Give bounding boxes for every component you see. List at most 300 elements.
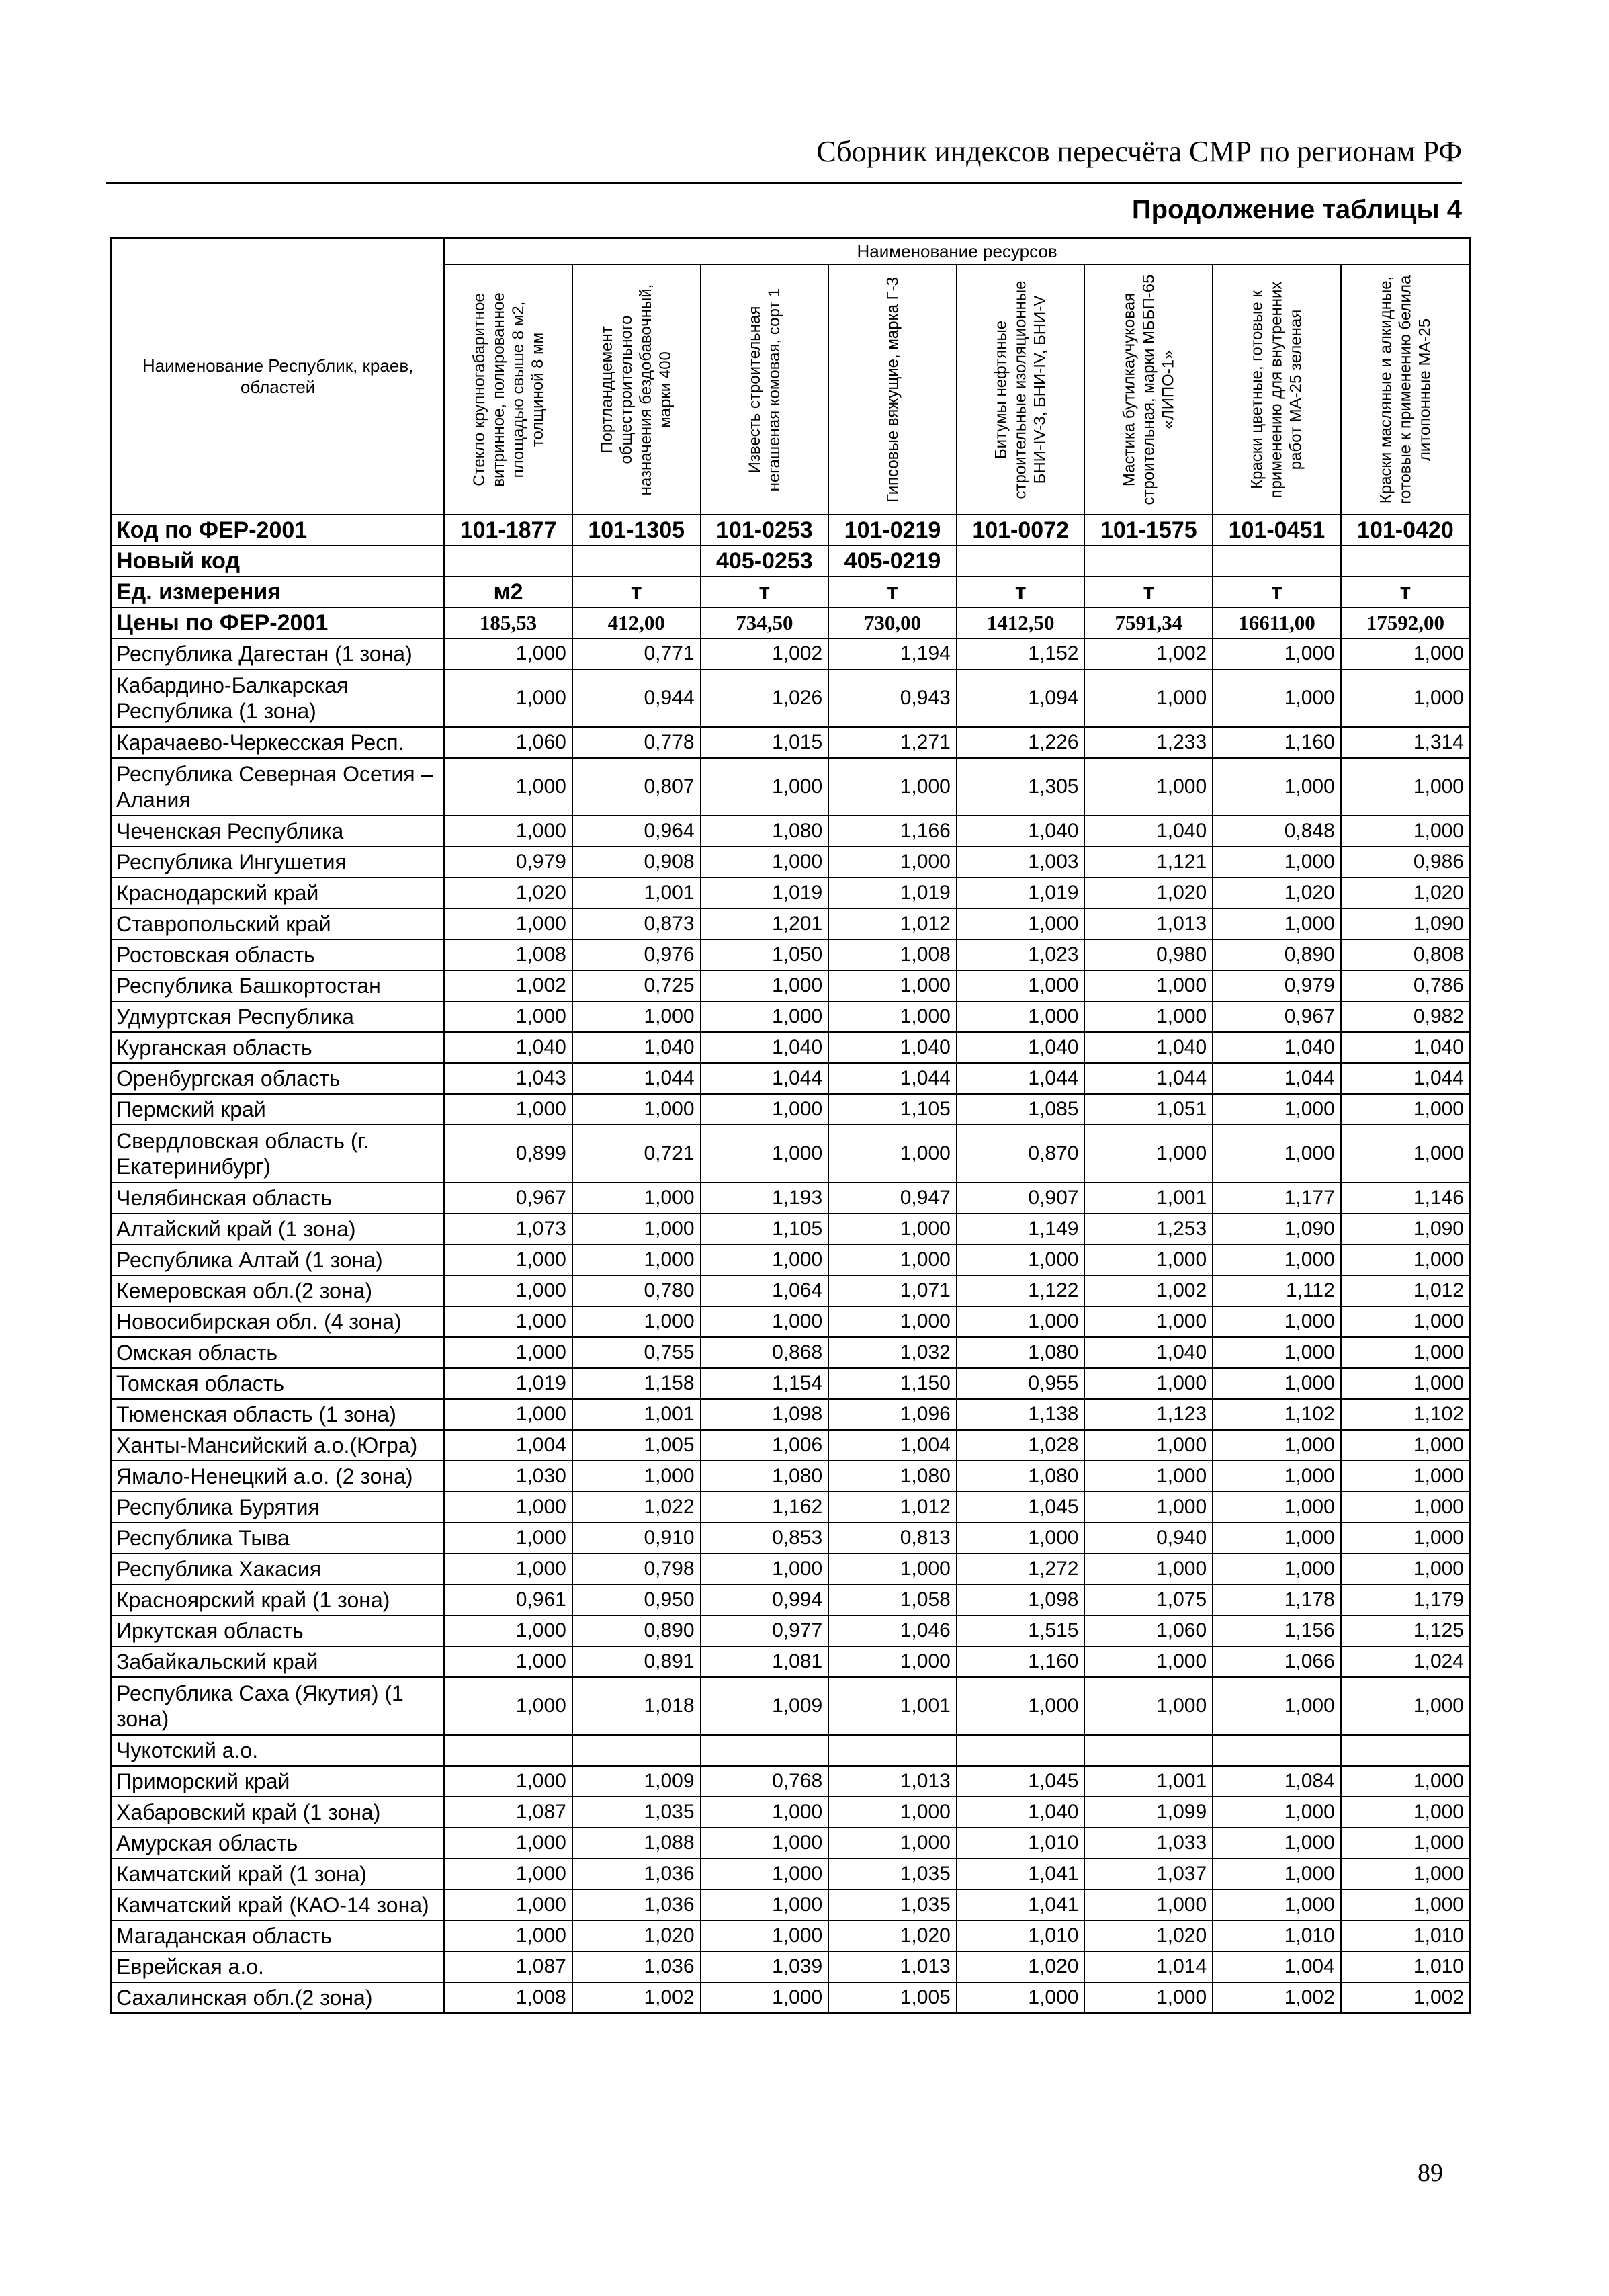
index-value-cell: 0,950 [572, 1584, 701, 1615]
index-value-cell: 1,000 [957, 970, 1085, 1001]
index-value-cell: 0,940 [1084, 1523, 1213, 1554]
index-value-cell: 1,158 [572, 1368, 701, 1399]
index-value-cell: 1,000 [444, 1244, 572, 1275]
table-row [112, 727, 1471, 758]
index-value-cell: 1,000 [957, 1306, 1085, 1337]
index-value-cell: 1,018 [572, 1677, 701, 1735]
fer-code-row-cell: 101-0451 [1213, 515, 1341, 546]
index-value-cell: 1,000 [1084, 1492, 1213, 1523]
index-value-cell: 0,947 [828, 1183, 957, 1214]
regional-index-table [110, 237, 1471, 2014]
index-value-cell: 1,314 [1341, 727, 1471, 758]
index-value-cell: 1,000 [444, 758, 572, 816]
index-value-cell: 1,000 [1213, 1430, 1341, 1461]
index-value-cell: 1,000 [1084, 1368, 1213, 1399]
region-name-cell: Ростовская область [112, 939, 445, 970]
index-value-cell: 1,041 [957, 1859, 1085, 1889]
table-row [112, 908, 1471, 939]
table-row [112, 816, 1471, 847]
index-value-cell: 1,000 [957, 1001, 1085, 1032]
index-value-cell: 0,943 [828, 669, 957, 727]
index-value-cell: 1,066 [1213, 1646, 1341, 1677]
index-value-cell: 1,226 [957, 727, 1085, 758]
index-value-cell [957, 1735, 1085, 1766]
index-value-cell: 1,000 [1084, 1677, 1213, 1735]
resource-column-header [1341, 265, 1471, 515]
index-value-cell: 1,233 [1084, 727, 1213, 758]
index-value-cell: 1,000 [701, 1244, 829, 1275]
header-rule [106, 182, 1462, 184]
table-row [112, 1492, 1471, 1523]
region-name-cell: Иркутская область [112, 1615, 445, 1646]
index-value-cell: 0,899 [444, 1125, 572, 1183]
index-value-cell: 1,000 [701, 1001, 829, 1032]
price-row [112, 607, 1471, 638]
index-value-cell: 1,020 [1341, 878, 1471, 908]
index-value-cell: 1,080 [957, 1337, 1085, 1368]
index-value-cell: 1,013 [828, 1766, 957, 1797]
index-value-cell: 1,000 [1213, 638, 1341, 669]
region-name-cell: Камчатский край (КАО-14 зона) [112, 1889, 445, 1920]
index-value-cell: 1,000 [444, 1306, 572, 1337]
index-value-cell: 1,023 [957, 939, 1085, 970]
index-value-cell: 0,967 [444, 1183, 572, 1214]
index-value-cell: 1,044 [828, 1063, 957, 1094]
index-value-cell: 1,085 [957, 1094, 1085, 1125]
resource-column-header [444, 265, 572, 515]
index-value-cell: 1,005 [572, 1430, 701, 1461]
index-value-cell [1213, 1735, 1341, 1766]
index-value-cell: 1,000 [444, 1646, 572, 1677]
index-value-cell: 1,001 [828, 1677, 957, 1735]
index-value-cell: 1,004 [1213, 1951, 1341, 1982]
index-value-cell: 1,000 [957, 1677, 1085, 1735]
index-value-cell: 1,000 [1341, 1554, 1471, 1584]
index-value-cell: 1,105 [701, 1214, 829, 1244]
index-value-cell: 1,000 [1341, 638, 1471, 669]
table-row [112, 1244, 1471, 1275]
unit-row-cell: т [1084, 577, 1213, 607]
index-value-cell: 1,000 [1341, 1094, 1471, 1125]
table-row [112, 1125, 1471, 1183]
index-value-cell: 1,149 [957, 1214, 1085, 1244]
index-value-cell: 1,000 [444, 1920, 572, 1951]
index-value-cell: 1,075 [1084, 1584, 1213, 1615]
region-name-cell: Камчатский край (1 зона) [112, 1859, 445, 1889]
region-name-cell: Красноярский край (1 зона) [112, 1584, 445, 1615]
index-value-cell: 1,012 [828, 908, 957, 939]
index-value-cell: 1,098 [957, 1584, 1085, 1615]
table-row [112, 970, 1471, 1001]
region-name-cell: Карачаево-Черкесская Респ. [112, 727, 445, 758]
index-value-cell: 1,000 [1213, 1244, 1341, 1275]
region-name-cell: Забайкальский край [112, 1646, 445, 1677]
index-value-cell: 1,090 [1213, 1214, 1341, 1244]
index-value-cell: 0,944 [572, 669, 701, 727]
index-value-cell: 1,045 [957, 1766, 1085, 1797]
unit-row-cell: т [1341, 577, 1471, 607]
index-value-cell: 1,010 [1341, 1920, 1471, 1951]
index-value-cell: 1,046 [828, 1615, 957, 1646]
price-row-cell: 412,00 [572, 607, 701, 638]
index-value-cell: 1,044 [1213, 1063, 1341, 1094]
index-value-cell: 1,000 [701, 1797, 829, 1828]
index-value-cell: 1,000 [957, 1982, 1085, 2014]
fer-code-row-cell: 101-0420 [1341, 515, 1471, 546]
index-value-cell: 1,020 [1084, 1920, 1213, 1951]
index-value-cell: 1,272 [957, 1554, 1085, 1584]
new-code-row-cell [1341, 546, 1471, 577]
index-value-cell: 1,000 [957, 908, 1085, 939]
table-row [112, 1306, 1471, 1337]
index-value-cell: 1,000 [444, 1399, 572, 1430]
unit-row-cell: м2 [444, 577, 572, 607]
index-value-cell: 1,000 [828, 1001, 957, 1032]
index-value-cell: 1,000 [444, 638, 572, 669]
region-name-cell: Республика Ингушетия [112, 847, 445, 878]
index-value-cell: 1,000 [828, 970, 957, 1001]
index-value-cell: 1,000 [1341, 1430, 1471, 1461]
index-value-cell: 1,040 [957, 1032, 1085, 1063]
resource-column-label: Краски цветные, готовые к применению для внутренних работ МА-25 зеленая [1248, 281, 1305, 499]
table-row [112, 1461, 1471, 1492]
index-value-cell: 1,001 [572, 1399, 701, 1430]
index-value-cell: 1,036 [572, 1951, 701, 1982]
index-value-cell: 1,000 [1084, 1889, 1213, 1920]
index-value-cell: 0,786 [1341, 970, 1471, 1001]
index-value-cell: 1,040 [1213, 1032, 1341, 1063]
index-value-cell: 1,000 [1213, 1889, 1341, 1920]
region-name-cell: Пермский край [112, 1094, 445, 1125]
index-value-cell: 0,979 [1213, 970, 1341, 1001]
index-value-cell: 1,000 [444, 1337, 572, 1368]
index-value-cell: 1,000 [828, 1797, 957, 1828]
index-value-cell: 1,000 [828, 847, 957, 878]
index-value-cell: 1,000 [701, 1889, 829, 1920]
index-value-cell: 1,030 [444, 1461, 572, 1492]
index-value-cell [828, 1735, 957, 1766]
index-value-cell: 1,010 [957, 1920, 1085, 1951]
index-value-cell: 1,080 [957, 1461, 1085, 1492]
index-value-cell: 1,000 [1213, 1337, 1341, 1368]
index-value-cell: 1,000 [1341, 1859, 1471, 1889]
unit-row-cell: т [828, 577, 957, 607]
index-value-cell: 1,000 [1084, 1430, 1213, 1461]
table-row [112, 1828, 1471, 1859]
index-value-cell: 1,022 [572, 1492, 701, 1523]
index-value-cell: 0,986 [1341, 847, 1471, 878]
index-value-cell: 1,154 [701, 1368, 829, 1399]
index-value-cell: 1,000 [444, 908, 572, 939]
index-value-cell: 1,044 [701, 1063, 829, 1094]
index-value-cell: 1,000 [1341, 1461, 1471, 1492]
index-value-cell: 1,008 [444, 939, 572, 970]
table-row [112, 1399, 1471, 1430]
index-value-cell: 0,721 [572, 1125, 701, 1183]
fer-code-row-cell: 101-1877 [444, 515, 572, 546]
price-row-cell: 7591,34 [1084, 607, 1213, 638]
index-value-cell: 1,305 [957, 758, 1085, 816]
index-value-cell: 0,994 [701, 1584, 829, 1615]
index-value-cell: 1,098 [701, 1399, 829, 1430]
unit-row-cell: т [957, 577, 1085, 607]
resource-column-header [701, 265, 829, 515]
index-value-cell: 1,058 [828, 1584, 957, 1615]
region-name-cell: Челябинская область [112, 1183, 445, 1214]
index-value-cell: 1,000 [1213, 1125, 1341, 1183]
index-value-cell: 1,004 [828, 1430, 957, 1461]
region-name-cell: Приморский край [112, 1766, 445, 1797]
index-value-cell: 1,000 [1213, 1828, 1341, 1859]
table-row [112, 1889, 1471, 1920]
index-value-cell: 1,000 [1341, 1889, 1471, 1920]
index-value-cell: 1,000 [701, 1554, 829, 1584]
index-value-cell: 1,000 [828, 1306, 957, 1337]
region-name-cell: Томская область [112, 1368, 445, 1399]
index-value-cell: 1,000 [1213, 1492, 1341, 1523]
index-value-cell: 1,012 [1341, 1275, 1471, 1306]
region-name-cell: Чеченская Республика [112, 816, 445, 847]
index-value-cell: 1,000 [1341, 1125, 1471, 1183]
index-value-cell: 1,000 [1213, 1094, 1341, 1125]
index-value-cell: 1,024 [1341, 1646, 1471, 1677]
index-value-cell: 1,000 [1084, 1646, 1213, 1677]
fer-code-row-cell: 101-0219 [828, 515, 957, 546]
price-row-cell: 734,50 [701, 607, 829, 638]
resource-column-label: Портландцемент общестроительного назначения бездобавочный, марки 400 [598, 284, 675, 496]
index-value-cell: 0,908 [572, 847, 701, 878]
index-value-cell: 1,000 [1213, 1797, 1341, 1828]
resource-column-header [828, 265, 957, 515]
index-value-cell: 1,150 [828, 1368, 957, 1399]
unit-row-cell: т [1213, 577, 1341, 607]
table-row [112, 1214, 1471, 1244]
index-value-cell [701, 1735, 829, 1766]
region-name-cell: Омская область [112, 1337, 445, 1368]
index-value-cell: 1,000 [572, 1461, 701, 1492]
index-value-cell: 0,955 [957, 1368, 1085, 1399]
table-continuation-caption: Продолжение таблицы 4 [1131, 195, 1462, 224]
index-value-cell: 1,040 [1341, 1032, 1471, 1063]
index-value-cell: 1,080 [828, 1461, 957, 1492]
index-value-cell: 1,033 [1084, 1828, 1213, 1859]
index-value-cell: 1,000 [572, 1244, 701, 1275]
index-value-cell: 0,848 [1213, 816, 1341, 847]
index-value-cell: 1,002 [444, 970, 572, 1001]
table-row [112, 878, 1471, 908]
index-value-cell: 1,087 [444, 1797, 572, 1828]
index-value-cell: 1,003 [957, 847, 1085, 878]
index-value-cell: 1,160 [957, 1646, 1085, 1677]
index-value-cell: 1,020 [828, 1920, 957, 1951]
fer-code-row [112, 515, 1471, 546]
index-value-cell: 1,000 [1084, 1554, 1213, 1584]
price-row-cell: 1412,50 [957, 607, 1085, 638]
index-value-cell: 1,040 [828, 1032, 957, 1063]
index-value-cell: 1,000 [701, 970, 829, 1001]
table-row [112, 758, 1471, 816]
table-row [112, 1523, 1471, 1554]
index-value-cell: 1,040 [1084, 1337, 1213, 1368]
region-name-cell: Чукотский а.о. [112, 1735, 445, 1766]
index-value-cell: 1,044 [957, 1063, 1085, 1094]
index-value-cell: 1,002 [1084, 1275, 1213, 1306]
index-value-cell: 1,050 [701, 939, 829, 970]
index-value-cell: 1,000 [1084, 1461, 1213, 1492]
index-value-cell: 1,035 [572, 1797, 701, 1828]
index-value-cell: 1,041 [957, 1889, 1085, 1920]
index-value-cell: 1,105 [828, 1094, 957, 1125]
table-row [112, 1554, 1471, 1584]
fer-code-row-label: Код по ФЕР-2001 [112, 515, 445, 546]
index-value-cell: 1,096 [828, 1399, 957, 1430]
index-value-cell: 1,271 [828, 727, 957, 758]
index-value-cell: 0,798 [572, 1554, 701, 1584]
price-row-cell: 16611,00 [1213, 607, 1341, 638]
index-value-cell: 1,002 [701, 638, 829, 669]
index-value-cell: 1,012 [828, 1492, 957, 1523]
index-value-cell: 1,000 [828, 1214, 957, 1244]
index-value-cell: 1,000 [444, 1828, 572, 1859]
table-row [112, 1584, 1471, 1615]
index-value-cell: 1,000 [444, 1492, 572, 1523]
index-value-cell: 1,146 [1341, 1183, 1471, 1214]
index-value-cell: 0,964 [572, 816, 701, 847]
index-value-cell: 1,006 [701, 1430, 829, 1461]
table-row [112, 1982, 1471, 2014]
index-value-cell: 1,000 [572, 1001, 701, 1032]
index-value-cell: 1,008 [444, 1982, 572, 2014]
index-value-cell: 1,020 [957, 1951, 1085, 1982]
price-row-label: Цены по ФЕР-2001 [112, 607, 445, 638]
index-value-cell: 1,073 [444, 1214, 572, 1244]
index-value-cell: 1,000 [828, 1646, 957, 1677]
index-value-cell: 1,051 [1084, 1094, 1213, 1125]
table-row [112, 638, 1471, 669]
index-value-cell: 0,977 [701, 1615, 829, 1646]
index-value-cell: 1,088 [572, 1828, 701, 1859]
region-name-cell: Новосибирская обл. (4 зона) [112, 1306, 445, 1337]
region-name-cell: Республика Алтай (1 зона) [112, 1244, 445, 1275]
region-name-cell: Магаданская область [112, 1920, 445, 1951]
index-value-cell: 1,000 [444, 1615, 572, 1646]
index-value-cell: 1,037 [1084, 1859, 1213, 1889]
index-value-cell: 1,013 [828, 1951, 957, 1982]
index-value-cell: 0,873 [572, 908, 701, 939]
index-value-cell: 1,001 [1084, 1766, 1213, 1797]
region-name-cell: Республика Башкортостан [112, 970, 445, 1001]
unit-row-cell: т [572, 577, 701, 607]
index-value-cell: 0,780 [572, 1275, 701, 1306]
table-row [112, 1094, 1471, 1125]
index-value-cell: 0,910 [572, 1523, 701, 1554]
index-value-cell: 1,000 [828, 1828, 957, 1859]
index-value-cell: 1,000 [701, 1828, 829, 1859]
index-value-cell: 1,020 [1213, 878, 1341, 908]
index-value-cell: 1,193 [701, 1183, 829, 1214]
index-value-cell: 1,009 [701, 1677, 829, 1735]
index-value-cell [572, 1735, 701, 1766]
index-value-cell: 1,253 [1084, 1214, 1213, 1244]
index-value-cell: 1,005 [828, 1982, 957, 2014]
index-value-cell: 1,178 [1213, 1584, 1341, 1615]
index-value-cell: 1,000 [572, 1214, 701, 1244]
region-name-cell: Алтайский край (1 зона) [112, 1214, 445, 1244]
resource-column-label: Гипсовые вяжущие, марка Г-3 [883, 277, 902, 503]
region-name-cell: Кабардино-Балкарская Республика (1 зона) [112, 669, 445, 727]
fer-code-row-cell: 101-0072 [957, 515, 1085, 546]
index-value-cell: 1,015 [701, 727, 829, 758]
index-value-cell: 1,000 [1213, 1368, 1341, 1399]
table-row [112, 1735, 1471, 1766]
table-row [112, 1430, 1471, 1461]
region-name-cell: Сахалинская обл.(2 зона) [112, 1982, 445, 2014]
index-value-cell: 1,008 [828, 939, 957, 970]
new-code-row-label: Новый код [112, 546, 445, 577]
index-value-cell: 1,156 [1213, 1615, 1341, 1646]
region-name-cell: Тюменская область (1 зона) [112, 1399, 445, 1430]
index-value-cell: 1,028 [957, 1430, 1085, 1461]
index-value-cell: 1,000 [1341, 1828, 1471, 1859]
index-value-cell: 1,000 [1341, 758, 1471, 816]
index-value-cell: 1,000 [444, 1094, 572, 1125]
index-value-cell: 1,000 [1084, 1001, 1213, 1032]
index-value-cell: 1,000 [828, 1554, 957, 1584]
index-value-cell: 1,000 [1213, 1677, 1341, 1735]
region-name-cell: Свердловская область (г. Екатеринибург) [112, 1125, 445, 1183]
index-value-cell: 1,000 [957, 1523, 1085, 1554]
new-code-row-cell [957, 546, 1085, 577]
table-row [112, 939, 1471, 970]
index-value-cell: 1,043 [444, 1063, 572, 1094]
index-value-cell: 1,000 [1213, 669, 1341, 727]
index-value-cell: 1,166 [828, 816, 957, 847]
index-value-cell: 1,000 [1341, 1244, 1471, 1275]
region-name-cell: Еврейская а.о. [112, 1951, 445, 1982]
index-value-cell: 1,000 [1341, 1766, 1471, 1797]
index-value-cell: 1,081 [701, 1646, 829, 1677]
region-name-cell: Ханты-Мансийский а.о.(Югра) [112, 1430, 445, 1461]
index-value-cell: 0,890 [572, 1615, 701, 1646]
index-value-cell: 0,807 [572, 758, 701, 816]
index-value-cell: 1,000 [444, 1554, 572, 1584]
index-value-cell: 1,000 [1084, 1244, 1213, 1275]
index-value-cell: 1,000 [1341, 816, 1471, 847]
index-value-cell: 1,160 [1213, 727, 1341, 758]
index-value-cell: 1,000 [444, 1677, 572, 1735]
table-body [112, 515, 1471, 2014]
index-value-cell: 0,725 [572, 970, 701, 1001]
index-value-cell: 1,000 [1341, 1492, 1471, 1523]
index-value-cell: 1,000 [1084, 1982, 1213, 2014]
fer-code-row-cell: 101-0253 [701, 515, 829, 546]
index-value-cell: 1,000 [828, 1125, 957, 1183]
index-value-cell: 1,000 [1084, 1125, 1213, 1183]
region-name-cell: Оренбургская область [112, 1063, 445, 1094]
price-row-cell: 17592,00 [1341, 607, 1471, 638]
index-value-cell: 1,000 [444, 1859, 572, 1889]
new-code-row-cell [572, 546, 701, 577]
index-value-cell: 1,002 [1213, 1982, 1341, 2014]
unit-row [112, 577, 1471, 607]
new-code-row-cell [1084, 546, 1213, 577]
index-value-cell: 1,060 [1084, 1615, 1213, 1646]
index-value-cell: 1,179 [1341, 1584, 1471, 1615]
index-value-cell: 1,000 [572, 1094, 701, 1125]
index-value-cell: 1,000 [828, 758, 957, 816]
index-value-cell: 1,094 [957, 669, 1085, 727]
index-value-cell: 1,000 [1213, 1306, 1341, 1337]
